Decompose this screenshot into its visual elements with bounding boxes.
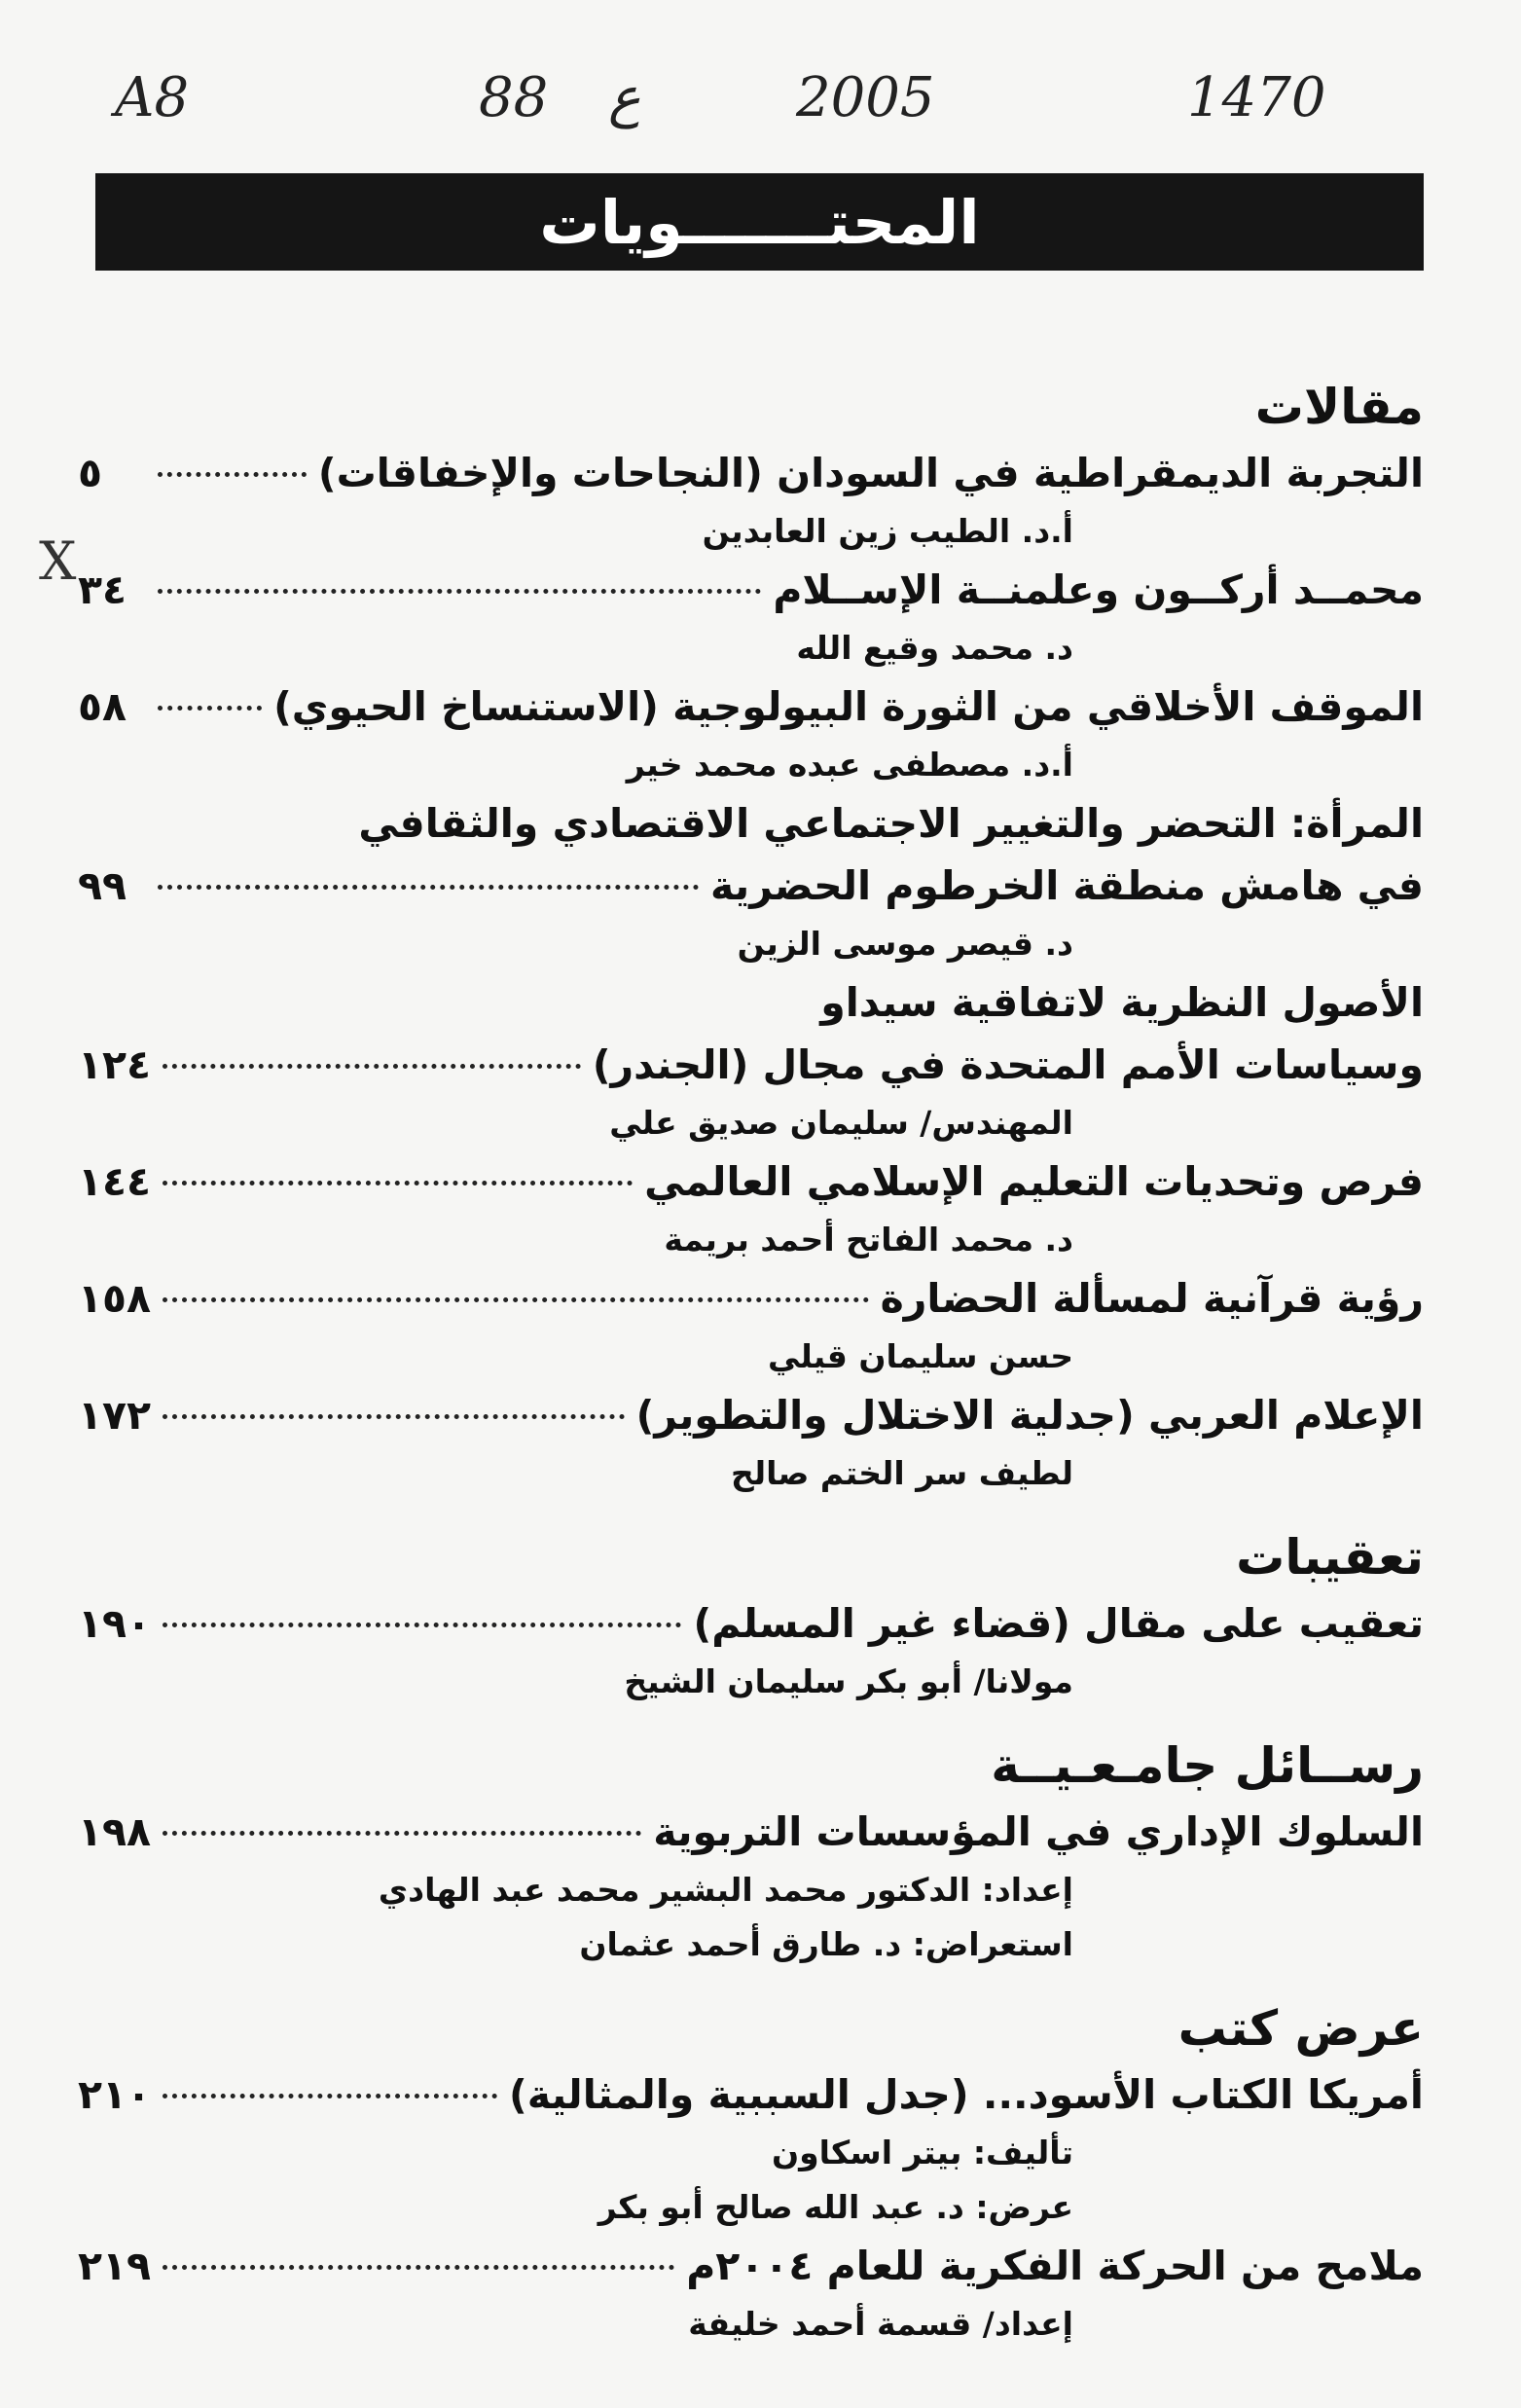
entry-author: إعداد/ قسمة أحمد خليفة (688, 2305, 1073, 2343)
dot-leader (163, 1297, 868, 1302)
dot-leader (163, 1064, 581, 1069)
dot-leader (163, 2265, 674, 2270)
page-number: ٥٨ (78, 683, 127, 730)
entry-title-line: المرأة: التحضر والتغيير الاجتماعي الاقتصادي والثقافي (358, 800, 1424, 847)
toc-entry (78, 442, 1424, 504)
page-number: ١٧٢ (78, 1392, 152, 1439)
dot-leader (158, 885, 699, 890)
dot-leader (163, 2094, 497, 2098)
toc-entry (78, 675, 1424, 738)
entry-author: إعداد: الدكتور محمد البشير محمد عبد الهادي (378, 1871, 1073, 1909)
page-number: ١٩٠ (78, 1600, 152, 1647)
entry-title: وسياسات الأمم المتحدة في مجال (الجندر) (592, 1041, 1424, 1088)
section-heading: مقالات (1254, 379, 1424, 435)
page-number: ١٢٤ (78, 1041, 152, 1088)
entry-author: المهندس/ سليمان صديق علي (609, 1104, 1073, 1142)
dot-leader (158, 472, 307, 477)
toc-entry (78, 2063, 1424, 2126)
entry-author: استعراض: د. طارق أحمد عثمان (579, 1925, 1073, 1963)
toc-entry (78, 2235, 1424, 2297)
toc-entry (78, 1801, 1424, 1863)
dot-leader (163, 1181, 633, 1186)
page-number: ٣٤ (78, 566, 127, 613)
section-heading: عرض كتب (1177, 2000, 1424, 2057)
entry-author: تأليف: بيتر اسكاون (771, 2134, 1073, 2171)
handwritten-note-right: 1470 (1187, 66, 1326, 129)
entry-title: التجربة الديمقراطية في السودان (النجاحات والإخفاقات) (317, 450, 1424, 496)
toc-entry (78, 1150, 1424, 1213)
entry-author: حسن سليمان قيلي (767, 1337, 1073, 1375)
entry-title: رؤية قرآنية لمسألة الحضارة (880, 1275, 1424, 1322)
handwritten-note-left: A8 (115, 66, 190, 129)
entry-title: الموقف الأخلاقي من الثورة البيولوجية (الاستنساخ الحيوي) (273, 683, 1424, 730)
entry-title: ملامح من الحركة الفكرية للعام ٢٠٠٤م (686, 2243, 1424, 2289)
entry-title: الإعلام العربي (جدلية الاختلال والتطوير) (635, 1392, 1424, 1439)
dot-leader (163, 1623, 681, 1627)
entry-title-line: الأصول النظرية لاتفاقية سيداو (820, 979, 1424, 1026)
entry-title: فرص وتحديات التعليم الإسلامي العالمي (644, 1158, 1424, 1205)
table-of-contents (78, 350, 1424, 2352)
entry-title: تعقيب على مقال (قضاء غير المسلم) (693, 1600, 1424, 1647)
page-number: ١٤٤ (78, 1158, 152, 1205)
pencil-x-mark: X (39, 530, 77, 592)
entry-author: د. محمد وقيع الله (796, 629, 1073, 667)
toc-entry (78, 855, 1424, 917)
entry-title: في هامش منطقة الخرطوم الحضرية (709, 862, 1424, 909)
entry-title: محمــد أركــون وعلمنــة الإســلام (773, 566, 1424, 613)
page-number: ١٩٨ (78, 1808, 152, 1855)
page-title: المحتـــــــويات (539, 186, 980, 258)
dot-leader (163, 1831, 641, 1836)
page-number: ٢١٠ (78, 2071, 152, 2118)
title-banner (95, 173, 1424, 271)
handwritten-note-letter: ع (608, 66, 641, 129)
section-heading: تعقيبات (1236, 1529, 1424, 1586)
entry-title: السلوك الإداري في المؤسسات التربوية (653, 1808, 1424, 1855)
toc-entry (78, 1034, 1424, 1096)
entry-author: د. قيصر موسى الزين (737, 925, 1073, 963)
dot-leader (163, 1414, 625, 1419)
entry-author: لطيف سر الختم صالح (730, 1454, 1073, 1492)
dot-leader (158, 589, 761, 594)
dot-leader (158, 706, 262, 711)
entry-author: أ.د. مصطفى عبده محمد خير (626, 746, 1073, 784)
section-heading: رســائل جامـعـيــة (991, 1737, 1424, 1794)
page-number: ٢١٩ (78, 2243, 152, 2289)
page-number: ١٥٨ (78, 1275, 152, 1322)
page-number: ٩٩ (78, 862, 127, 909)
toc-entry (78, 1592, 1424, 1655)
handwritten-note-year: 2005 (796, 66, 935, 129)
toc-entry (78, 559, 1424, 621)
handwritten-note-number: 88 (479, 66, 549, 129)
entry-title: أمريكا الكتاب الأسود... (جدل السببية والمثالية) (508, 2071, 1424, 2118)
toc-entry (78, 1384, 1424, 1446)
entry-author: مولانا/ أبو بكر سليمان الشيخ (624, 1662, 1073, 1700)
toc-entry (78, 1267, 1424, 1330)
entry-author: أ.د. الطيب زين العابدين (702, 512, 1073, 550)
entry-author: د. محمد الفاتح أحمد بريمة (664, 1221, 1073, 1259)
page-number: ٥ (78, 450, 103, 496)
entry-author: عرض: د. عبد الله صالح أبو بكر (598, 2188, 1073, 2226)
